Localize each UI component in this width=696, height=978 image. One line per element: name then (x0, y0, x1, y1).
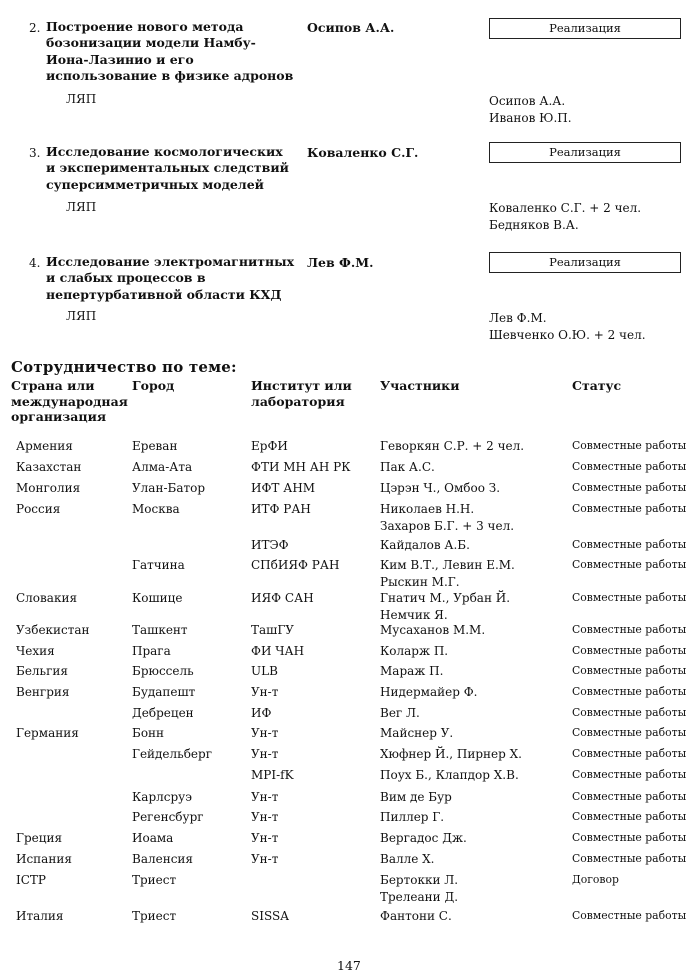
cell-city: Брюссель (132, 664, 194, 678)
cell-participants (380, 789, 452, 806)
cell-status: Совместные работы (572, 623, 687, 636)
cell-status: Совместные работы (572, 481, 687, 494)
participant: Бертокки Л. (380, 873, 459, 887)
status-badge: Реализация (489, 142, 681, 163)
project-lab: ЛЯП (66, 309, 97, 323)
header-status: Статус (572, 378, 622, 393)
cell-participants (380, 590, 510, 623)
cell-status: Совместные работы (572, 706, 687, 719)
cell-participants (380, 830, 467, 847)
project-leader: Осипов А.А. (307, 20, 395, 35)
project-title: Исследование электромагнитных и слабых процессов в непертурбативной области КХД (46, 254, 295, 302)
cell-status: Совместные работы (572, 831, 687, 844)
cell-country: Италия (16, 909, 64, 923)
participant: Валле Х. (380, 852, 435, 866)
cell-participants (380, 767, 519, 784)
cell-country: Словакия (16, 591, 78, 605)
participant: Вим де Бур (380, 790, 452, 804)
cell-participants (380, 705, 420, 722)
cell-country: Испания (16, 852, 72, 866)
header-participants: Участники (380, 378, 460, 393)
participant: Вег Л. (380, 706, 420, 720)
cell-institute: Ун-т (251, 747, 279, 761)
cell-participants (380, 725, 453, 742)
participant: Мусаханов М.М. (380, 623, 486, 637)
cell-country: Армения (16, 439, 73, 453)
cell-institute: ИТЭФ (251, 538, 289, 552)
cell-institute: Ун-т (251, 810, 279, 824)
cell-city: Триест (132, 909, 177, 923)
participant: Пак А.С. (380, 460, 435, 474)
cell-institute: ULB (251, 664, 278, 678)
cell-country: Венгрия (16, 685, 70, 699)
person: Иванов Ю.П. (489, 110, 572, 125)
cell-participants (380, 663, 443, 680)
cell-city: Прага (132, 644, 171, 658)
cell-country: Бельгия (16, 664, 68, 678)
cell-status: Совместные работы (572, 558, 687, 571)
participant: Рыскин М.Г. (380, 574, 460, 589)
cell-status: Совместные работы (572, 810, 687, 823)
cell-participants (380, 872, 458, 905)
cell-city: Дебрецен (132, 706, 194, 720)
cell-country: Германия (16, 726, 79, 740)
cell-status: Совместные работы (572, 502, 687, 515)
header-institute: Институт или лаборатория (251, 378, 352, 409)
cell-city: Гейдельберг (132, 747, 212, 761)
cell-institute: ИЯФ САН (251, 591, 314, 605)
participant: Цэрэн Ч., Омбоо З. (380, 481, 501, 495)
participant: Гнатич М., Урбан Й. (380, 591, 511, 605)
person: Лев Ф.М. (489, 311, 547, 325)
project-people (489, 200, 641, 233)
cell-participants (380, 438, 524, 455)
cell-city: Алма-Ата (132, 460, 193, 474)
project-title: Исследование космологических и экспериментальных следствий суперсимметричных моделей (46, 144, 289, 192)
project-leader: Лев Ф.М. (307, 255, 374, 270)
cell-country: ICTP (16, 873, 46, 887)
section-title: Сотрудничество по теме: (11, 358, 237, 376)
cell-city: Москва (132, 502, 180, 516)
cell-city: Валенсия (132, 852, 193, 866)
person: Осипов А.А. (489, 94, 566, 108)
cell-city: Будапешт (132, 685, 196, 699)
project-number: 3. (29, 146, 41, 160)
header-city: Город (132, 378, 175, 393)
person: Шевченко О.Ю. + 2 чел. (489, 327, 646, 342)
cell-institute: Ун-т (251, 685, 279, 699)
cell-institute: ИТФ РАН (251, 502, 311, 516)
project-lab: ЛЯП (66, 92, 97, 106)
participant: Ким В.Т., Левин Е.М. (380, 558, 515, 572)
participant: Трелеани Д. (380, 889, 459, 904)
cell-country: Казахстан (16, 460, 82, 474)
cell-status: Совместные работы (572, 909, 687, 922)
cell-participants (380, 501, 514, 534)
header-country: Страна или международная организация (11, 378, 128, 424)
cell-status: Совместные работы (572, 644, 687, 657)
cell-institute: ФИ ЧАН (251, 644, 305, 658)
participant: Геворкян С.Р. + 2 чел. (380, 439, 525, 453)
cell-institute: ИФТ АНМ (251, 481, 316, 495)
cell-participants (380, 537, 470, 554)
participant: Мараж П. (380, 664, 444, 678)
project-number: 2. (29, 21, 41, 35)
cell-participants (380, 851, 435, 868)
status-badge: Реализация (489, 18, 681, 39)
cell-status: Договор (572, 873, 619, 886)
participant: Хюфнер Й., Пирнер Х. (380, 747, 522, 761)
cell-status: Совместные работы (572, 664, 687, 677)
cell-institute: SISSA (251, 909, 289, 923)
page-number: 147 (337, 958, 361, 973)
participant: Захаров Б.Г. + 3 чел. (380, 518, 515, 533)
cell-city: Регенсбург (132, 810, 204, 824)
cell-participants (380, 622, 485, 639)
project-number: 4. (29, 256, 41, 270)
cell-city: Иоама (132, 831, 174, 845)
cell-status: Совместные работы (572, 747, 687, 760)
person: Коваленко С.Г. + 2 чел. (489, 201, 642, 215)
project-title: Построение нового метода бозонизации модели Намбу-Иона-Лазинио и его использование в физике адронов (46, 19, 294, 83)
cell-status: Совместные работы (572, 852, 687, 865)
cell-institute: MPI-fK (251, 768, 294, 782)
cell-country: Узбекистан (16, 623, 90, 637)
participant: Нидермайер Ф. (380, 685, 478, 699)
cell-institute: Ун-т (251, 790, 279, 804)
cell-institute: ЕрФИ (251, 439, 288, 453)
cell-city: Гатчина (132, 558, 185, 572)
project-people (489, 93, 572, 126)
cell-status: Совместные работы (572, 591, 687, 604)
participant: Немчик Я. (380, 607, 448, 622)
cell-status: Совместные работы (572, 768, 687, 781)
cell-city: Ташкент (132, 623, 188, 637)
cell-participants (380, 480, 500, 497)
cell-institute: Ун-т (251, 726, 279, 740)
project-people (489, 310, 646, 343)
cell-institute: Ун-т (251, 852, 279, 866)
participant: Коларж П. (380, 644, 449, 658)
cell-city: Улан-Батор (132, 481, 206, 495)
project-leader: Коваленко С.Г. (307, 145, 419, 160)
participant: Майснер У. (380, 726, 454, 740)
participant: Кайдалов А.Б. (380, 538, 470, 552)
cell-city: Бонн (132, 726, 165, 740)
cell-participants (380, 746, 522, 763)
status-badge: Реализация (489, 252, 681, 273)
cell-country: Греция (16, 831, 63, 845)
cell-participants (380, 809, 444, 826)
participant: Пиллер Г. (380, 810, 445, 824)
cell-participants (380, 557, 515, 590)
cell-status: Совместные работы (572, 790, 687, 803)
cell-city: Ереван (132, 439, 178, 453)
cell-institute: ИФ (251, 706, 272, 720)
cell-city: Триест (132, 873, 177, 887)
cell-city: Карлсруэ (132, 790, 192, 804)
participant: Поух Б., Клапдор Х.В. (380, 768, 519, 782)
participant: Фантони С. (380, 909, 452, 923)
cell-participants (380, 643, 448, 660)
cell-country: Монголия (16, 481, 81, 495)
cell-status: Совместные работы (572, 538, 687, 551)
cell-country: Россия (16, 502, 61, 516)
cell-status: Совместные работы (572, 685, 687, 698)
cell-country: Чехия (16, 644, 55, 658)
cell-institute: ТашГУ (251, 623, 294, 637)
participant: Николаев Н.Н. (380, 502, 475, 516)
participant: Вергадос Дж. (380, 831, 467, 845)
person: Бедняков В.А. (489, 217, 579, 232)
cell-participants (380, 908, 452, 925)
cell-status: Совместные работы (572, 439, 687, 452)
cell-status: Совместные работы (572, 726, 687, 739)
cell-city: Кошице (132, 591, 183, 605)
cell-participants (380, 459, 435, 476)
cell-institute: ФТИ МН АН РК (251, 460, 351, 474)
cell-participants (380, 684, 478, 701)
cell-institute: СПбИЯФ РАН (251, 558, 340, 572)
cell-institute: Ун-т (251, 831, 279, 845)
cell-status: Совместные работы (572, 460, 687, 473)
project-lab: ЛЯП (66, 200, 97, 214)
